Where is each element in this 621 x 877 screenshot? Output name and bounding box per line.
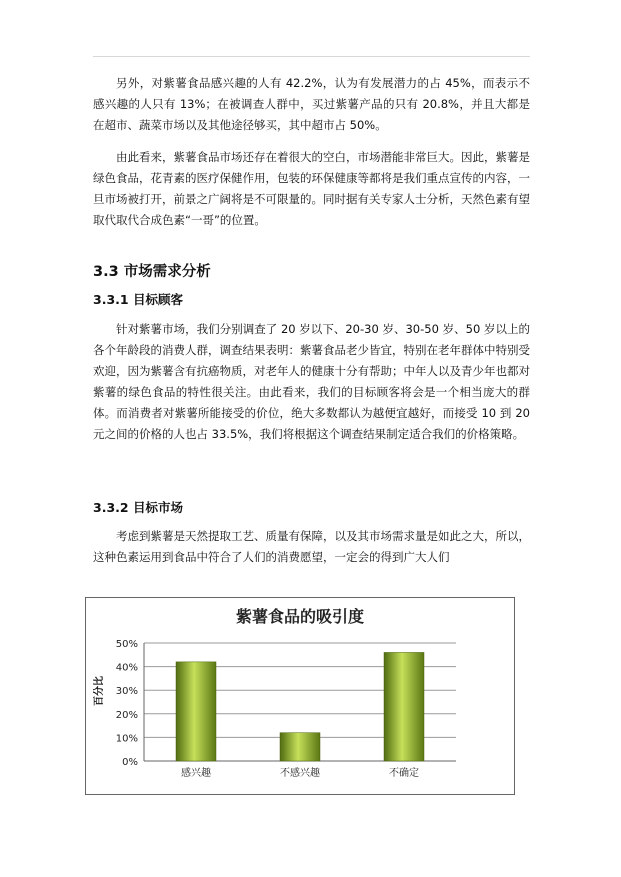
chart-plot bbox=[86, 598, 514, 794]
y-tick-label: 20% bbox=[115, 709, 138, 721]
y-tick-label: 50% bbox=[115, 639, 138, 650]
section-heading-3-3: 3.3 市场需求分析 bbox=[93, 264, 211, 280]
header-rule bbox=[93, 56, 530, 57]
y-tick-label: 0% bbox=[122, 757, 138, 768]
paragraph-target-customers: 针对紫薯市场，我们分别调查了 20 岁以下、20-30 岁、30-50 岁、50 岁以上的各个年龄段的消费人群，调查结果表明：紫薯食品老少皆宜，特别在老年群体中特别受欢迎，因为紫薯含有抗癌物质，对老年人的健康十分有帮助；中年人以及青少年也都对紫薯的绿色食品的特性很关注。由此看来，我们的目标顾客将会是一个相当庞大的群体。而消费者对紫薯所能接受的价位，绝大多数都认为越便宜越好，而接受 10 到 20 元之间的价格的人也占 33.5%，我们将根据这个调查结果制定适合我们的价格策略。 bbox=[93, 322, 530, 441]
bar bbox=[384, 652, 424, 761]
bar bbox=[176, 662, 216, 761]
chart-y-axis-label: 百分比 bbox=[94, 676, 105, 706]
attraction-chart bbox=[85, 597, 515, 795]
x-tick-label: 不确定 bbox=[389, 768, 419, 779]
x-tick-label: 不感兴趣 bbox=[280, 768, 320, 779]
bar bbox=[280, 733, 320, 761]
y-tick-label: 30% bbox=[115, 686, 138, 698]
paragraph-target-market: 考虑到紫薯是天然提取工艺、质量有保障，以及其市场需求量是如此之大，所以，这种色素运用到食品中符合了人们的消费愿望，一定会的得到广大人们 bbox=[93, 529, 530, 564]
chart-title: 紫薯食品的吸引度 bbox=[235, 607, 364, 626]
section-heading-3-3-1: 3.3.1 目标顾客 bbox=[93, 292, 183, 307]
paragraph-interest: 另外，对紫薯食品感兴趣的人有 42.2%，认为有发展潜力的占 45%，而表示不感兴趣的人只有 13%；在被调查人群中，买过紫薯产品的只有 20.8%，并且大都是在超市、蔬菜市场以及其他途径够买，其中超市占 50%。 bbox=[93, 76, 530, 132]
paragraph-market-gap: 由此看来，紫薯食品市场还存在着很大的空白，市场潜能非常巨大。因此，紫薯是绿色食品，花青素的医疗保健作用，包装的环保健康等都将是我们重点宣传的内容，一旦市场被打开，前景之广阔将是不可限量的。同时据有关专家人士分析，天然色素有望取代取代合成色素“一哥”的位置。 bbox=[93, 150, 530, 227]
y-tick-label: 10% bbox=[115, 733, 138, 745]
y-tick-label: 40% bbox=[115, 662, 138, 674]
x-tick-label: 感兴趣 bbox=[181, 768, 211, 779]
section-heading-3-3-2: 3.3.2 目标市场 bbox=[93, 500, 183, 515]
